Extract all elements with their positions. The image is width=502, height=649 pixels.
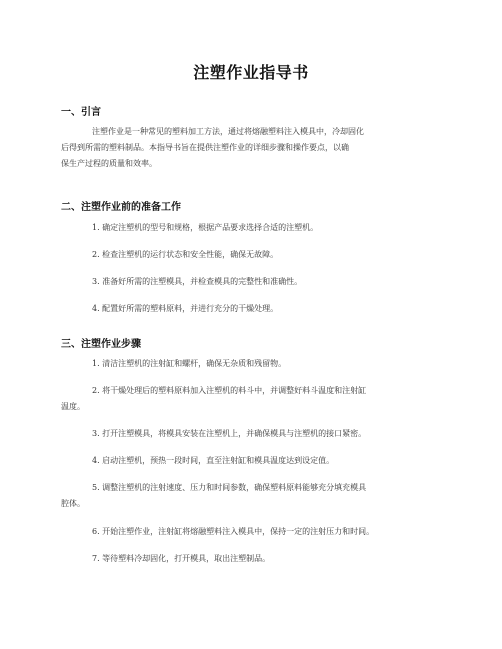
list-item-text: 2. 检查注塑机的运行状态和安全性能，确保无故障。 — [92, 250, 279, 259]
list-item-text: 3. 准备好所需的注塑模具，并检查模具的完整性和准确性。 — [92, 277, 303, 286]
list-item-text: 3. 打开注塑模具，将模具安装在注塑机上，并确保模具与注塑机的接口紧密。 — [92, 429, 367, 438]
list-item — [61, 524, 446, 540]
list-item — [61, 480, 446, 512]
list-item-text: 4. 配置好所需的塑料原料，并进行充分的干燥处理。 — [92, 304, 279, 313]
section-heading-steps: 三、注塑作业步骤 — [61, 339, 141, 350]
list-item-text: 1. 确定注塑机的型号和规格，根据产品要求选择合适的注塑机。 — [92, 223, 319, 232]
list-item — [61, 247, 446, 263]
intro-paragraph — [61, 124, 446, 172]
list-item — [61, 383, 446, 415]
list-item — [61, 426, 446, 442]
section-heading-preparation: 二、注塑作业前的准备工作 — [61, 202, 181, 213]
list-item — [61, 356, 446, 372]
list-item-text: 7. 等待塑料冷却固化，打开模具，取出注塑制品。 — [92, 554, 271, 563]
list-item-text: 腔体。 — [61, 499, 85, 508]
list-item — [61, 220, 446, 236]
list-item-text: 6. 开始注塑作业，注射缸将熔融塑料注入模具中，保持一定的注射压力和时间。 — [92, 527, 375, 536]
list-item-text: 2. 将干燥处理后的塑料原料加入注塑机的料斗中，并调整好料斗温度和注射缸 — [92, 386, 367, 395]
list-item-text: 5. 调整注塑机的注射速度、压力和时间参数，确保塑料原料能够充分填充模具 — [92, 483, 367, 492]
paragraph-line: 注塑作业是一种常见的塑料加工方法，通过将熔融塑料注入模具中，冷却固化 — [92, 127, 364, 136]
list-item — [61, 551, 446, 567]
document-title: 注塑作业指导书 — [193, 63, 309, 82]
list-item — [61, 453, 446, 469]
list-item — [61, 301, 446, 317]
paragraph-line: 保生产过程的质量和效率。 — [61, 159, 157, 168]
list-item-text: 1. 清洁注塑机的注射缸和螺杆，确保无杂质和残留物。 — [92, 359, 287, 368]
list-item-text: 4. 启动注塑机，预热一段时间，直至注射缸和模具温度达到设定值。 — [92, 456, 335, 465]
list-item — [61, 274, 446, 290]
section-heading-introduction: 一、引言 — [61, 107, 101, 118]
list-item-text: 温度。 — [61, 402, 85, 411]
paragraph-line: 后得到所需的塑料制品。本指导书旨在提供注塑作业的详细步骤和操作要点，以确 — [61, 143, 349, 152]
